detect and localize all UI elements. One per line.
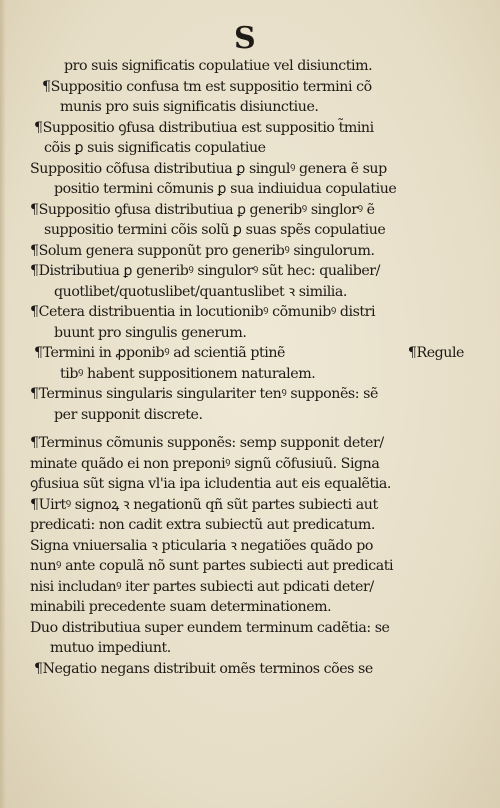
margin-note: ¶Regule [407,345,464,361]
text-line: minabili precedente suam determinationem. [30,599,332,615]
text-line: Duo distributiua super eundem terminum cadẽtia: se [30,619,390,636]
text-line: nisi includanꝰ iter partes subiecti aut pdicati deter/ [30,578,374,595]
text-line: ¶Suppositio ꝯfusa distributiua est suppositio t̃mini [34,119,374,136]
signature-mark: S [234,21,256,56]
text-line: quotlibet/quotuslibet/quantuslibet ꝛ similia. [54,283,347,300]
text-line: ¶Negatio negans distribuit omẽs terminos cões se [34,660,373,677]
text-block [30,56,470,679]
text-line: ꝯfusiua sũt signa vl'ia ipa icludentia aut eis equalẽtia. [30,476,391,492]
text-line: Suppositio cõfusa distributiua ꝑ singulꝰ genera ẽ sup [30,160,387,177]
text-line: Signa vniuersalia ꝛ pticularia ꝛ negatiões quãdo po [30,537,373,554]
text-line: predicati: non cadit extra subiectũ aut predicatum. [30,517,375,533]
text-line: ¶Uirtꝰ signoꝝ ꝛ negationũ qñ sũt partes subiecti aut [30,496,378,513]
text-line: ¶Terminus cõmunis supponẽs: semp supponit deter/ [30,435,384,451]
paragraph-gap [30,425,470,433]
text-line: ¶Suppositio confusa tm est suppositio termini cõ [42,78,372,95]
text-line: ¶Cetera distribuentia in locutionibꝰ cõmunibꝰ distri [30,304,376,320]
text-line: buunt pro singulis generum. [54,324,247,341]
text-line: ¶Solum genera supponũt pro generibꝰ singulorum. [30,242,375,259]
text-line: mutuo impediunt. [50,640,171,656]
text-line: suppositio termini cõis solũ ꝑ suas spẽs copulatiue [44,222,386,238]
text-line: cõis ꝑ suis significatis copulatiue [44,140,266,156]
page-edge-shadow [0,0,6,808]
text-line: ¶Distributiua ꝑ generibꝰ singulorꝰ sũt hec: qualiber/ [30,263,380,279]
text-line: tibꝰ habent suppositionem naturalem. [60,365,316,382]
text-line: per supponit discrete. [54,406,203,423]
text-line: nunꝰ ante copulã nõ sunt partes subiecti aut predicati [30,558,394,574]
text-line: minate quãdo ei non preponiꝰ signũ cõfusiuũ. Signa [30,455,380,472]
text-line: pro suis significatis copulatiue vel disiunctim. [64,58,373,74]
text-line: ¶Termini in ꝓponibꝰ ad scientiã ptinẽ ¶Regule [30,343,470,364]
text-line: positio termini cõmunis ꝑ sua indiuidua copulatiue [54,181,397,197]
text-line: munis pro suis significatis disiunctiue. [60,99,319,115]
text-line: ¶Suppositio ꝯfusa distributiua ꝑ generibꝰ singlorꝰ ẽ [30,201,375,218]
text-line: ¶Terminus singularis singulariter tenꝰ supponẽs: sẽ [30,386,378,402]
